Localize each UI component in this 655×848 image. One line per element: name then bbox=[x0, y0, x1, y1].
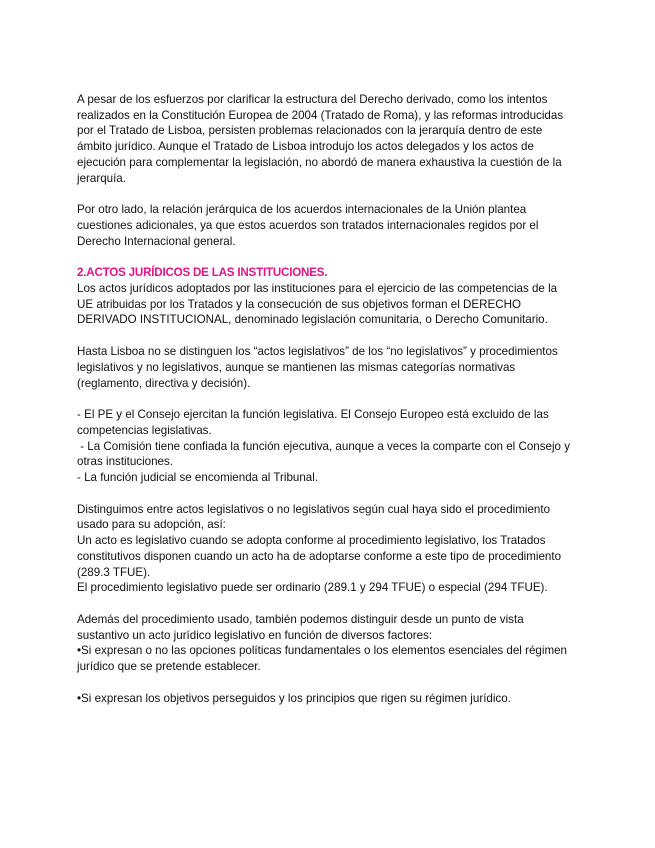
text-line: ámbito jurídico. Aunque el Tratado de Lisboa introdujo los actos delegados y los actos de bbox=[77, 140, 534, 154]
paragraph-intro bbox=[77, 92, 577, 186]
section-heading: 2.ACTOS JURÍDICOS DE LAS INSTITUCIONES. bbox=[77, 266, 328, 280]
paragraph-lisboa bbox=[77, 344, 577, 391]
list-item: •Si expresan los objetivos perseguidos y los principios que rigen su régimen jurídico. bbox=[77, 691, 511, 705]
list-item: •Si expresan o no las opciones políticas fundamentales o los elementos esenciales del régimen bbox=[77, 644, 567, 658]
text-line: Distinguimos entre actos legislativos o no legislativos según cual haya sido el procedimiento bbox=[77, 502, 551, 516]
paragraph-gap bbox=[77, 186, 577, 202]
text-line: cuestiones adicionales, ya que estos acuerdos son tratados internacionales regidos por el bbox=[77, 218, 539, 232]
text-line: (reglamento, directiva y decisión). bbox=[77, 376, 251, 390]
text-line: sustantivo un acto jurídico legislativo en función de diversos factores: bbox=[77, 628, 433, 642]
text-line: Los actos jurídicos adoptados por las instituciones para el ejercicio de las competencias de la bbox=[77, 282, 558, 296]
text-line: A pesar de los esfuerzos por clarificar la estructura del Derecho derivado, como los intentos bbox=[77, 93, 548, 106]
text-line: Derecho Internacional general. bbox=[77, 234, 236, 248]
text-line: realizados en la Constitución Europea de 2004 (Tratado de Roma), y las reformas introducidas bbox=[77, 108, 564, 122]
text-line: otras instituciones. bbox=[77, 455, 174, 469]
text-line: (289.3 TFUE). bbox=[77, 565, 151, 579]
paragraph-international-agreements bbox=[77, 202, 577, 249]
text-line: por el Tratado de Lisboa, persisten problemas relacionados con la jerarquía dentro de este bbox=[77, 124, 543, 138]
text-line: competencias legislativas. bbox=[77, 423, 212, 437]
paragraph-functions-list bbox=[77, 407, 577, 486]
paragraph-distinguimos bbox=[77, 502, 577, 596]
text-line: jerarquía. bbox=[77, 171, 126, 185]
text-line: Por otro lado, la relación jerárquica de los acuerdos internacionales de la Unión plantea bbox=[77, 203, 527, 217]
text-line: Un acto es legislativo cuando se adopta conforme al procedimiento legislativo, los Tratados bbox=[77, 534, 546, 548]
text-line: usado para su adopción, así: bbox=[77, 518, 226, 532]
list-item: - El PE y el Consejo ejercitan la función legislativa. El Consejo Europeo está excluido de las bbox=[77, 408, 549, 422]
text-line: jurídico que se pretende establecer. bbox=[77, 660, 261, 674]
paragraph-objetivos bbox=[77, 691, 577, 707]
text-line: UE atribuidas por los Tratados y la consecución de sus objetivos forman el DERECHO bbox=[77, 297, 521, 311]
text-line: legislativos y no legislativos, aunque se mantienen las mismas categorías normativas bbox=[77, 360, 516, 374]
paragraph-gap bbox=[77, 596, 577, 612]
text-line: DERIVADO INSTITUCIONAL, denominado legislación comunitaria, o Derecho Comunitario. bbox=[77, 313, 548, 327]
text-line: Además del procedimiento usado, también podemos distinguir desde un punto de vista bbox=[77, 612, 524, 626]
paragraph-ademas bbox=[77, 612, 577, 675]
text-line: El procedimiento legislativo puede ser ordinario (289.1 y 294 TFUE) o especial (294 TFUE). bbox=[77, 581, 548, 595]
paragraph-gap bbox=[77, 249, 577, 265]
paragraph-gap bbox=[77, 486, 577, 502]
list-item: - La función judicial se encomienda al Tribunal. bbox=[77, 471, 319, 485]
paragraph-gap bbox=[77, 328, 577, 344]
list-item: - La Comisión tiene confiada la función ejecutiva, aunque a veces la comparte con el Consejo y bbox=[77, 439, 571, 453]
paragraph-gap bbox=[77, 391, 577, 407]
text-line: Hasta Lisboa no se distinguen los “actos legislativos” de los “no legislativos” y procedimientos bbox=[77, 345, 558, 359]
paragraph-gap bbox=[77, 675, 577, 691]
document-page bbox=[77, 92, 577, 707]
text-line: ejecución para complementar la legislación, no abordó de manera exhaustiva la cuestión de la bbox=[77, 155, 562, 169]
text-line: constitutivos disponen cuando un acto ha de adoptarse conforme a este tipo de procedimiento bbox=[77, 549, 562, 563]
section-actos-juridicos bbox=[77, 265, 577, 328]
